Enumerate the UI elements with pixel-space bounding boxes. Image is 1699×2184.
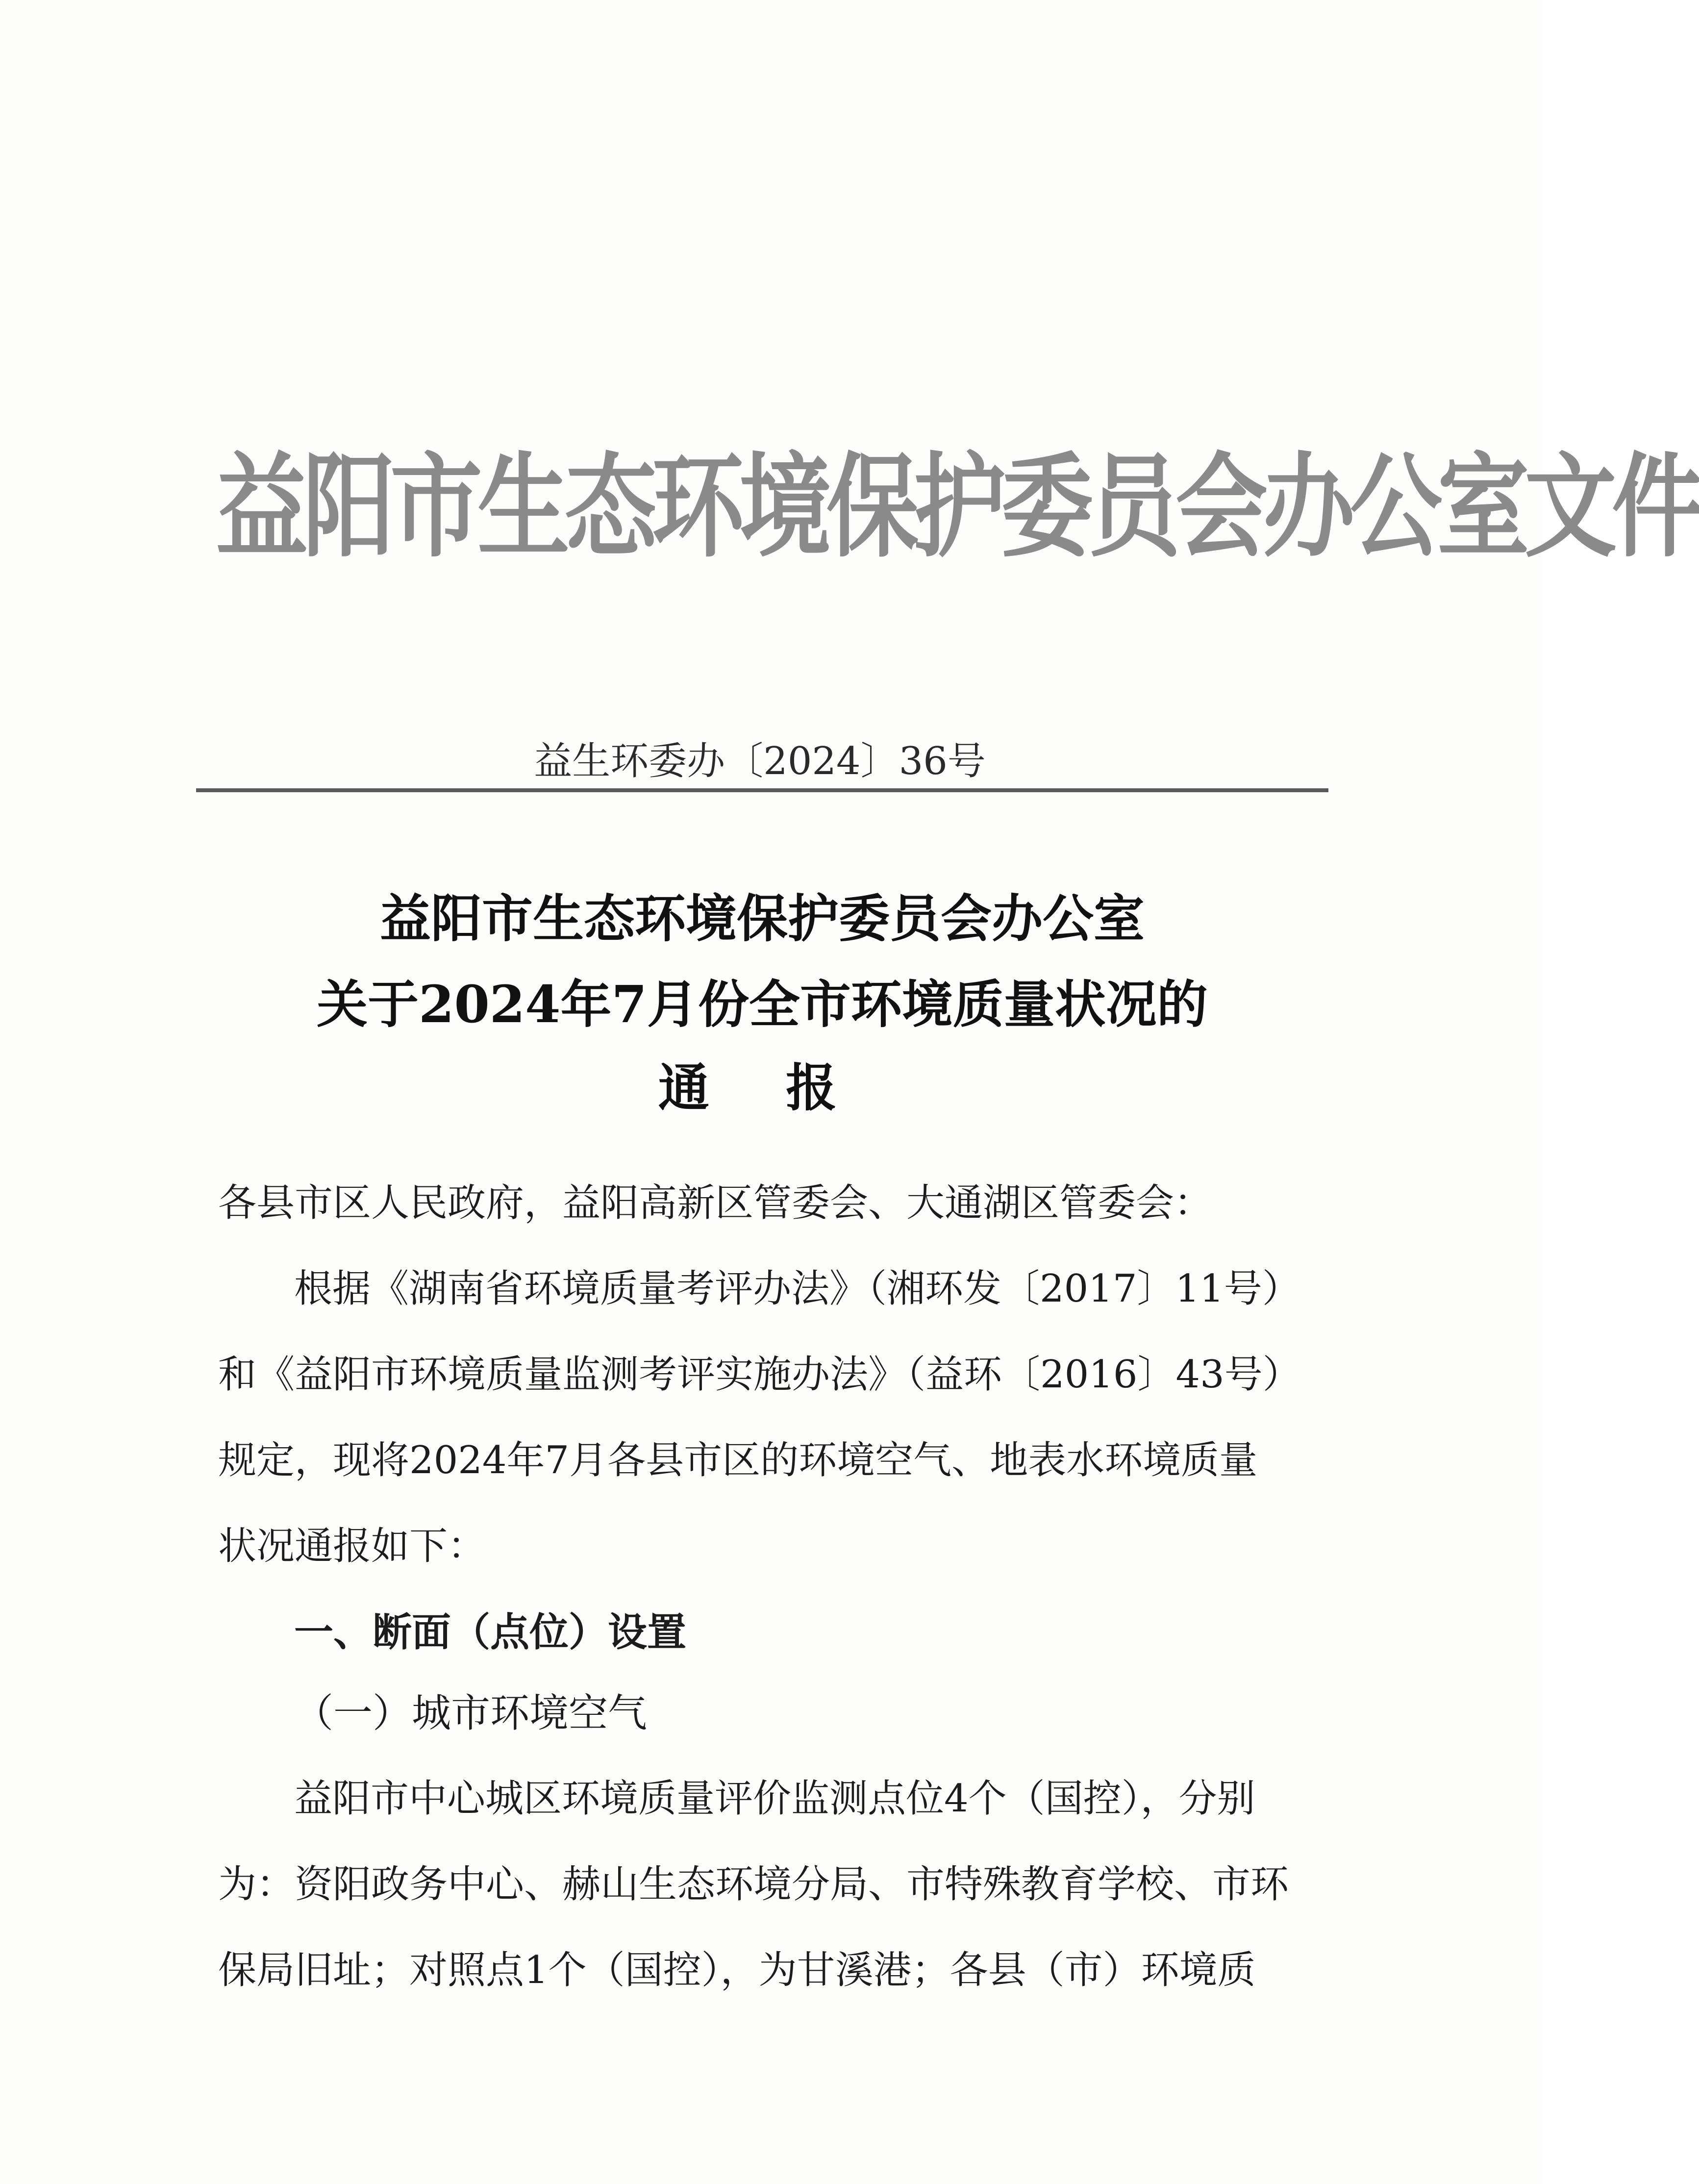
document-number: 益生环委办〔2024〕36号 [534,739,986,783]
notice-title-line-3: 通 报 [658,1057,867,1118]
subsection-paragraph-line-3: 保局旧址；对照点1个（国控），为甘溪港；各县（市）环境质 [218,1948,1256,1992]
subsection-heading-1: （一）城市环境空气 [294,1690,647,1736]
intro-paragraph-line-2: 和《益阳市环境质量监测考评实施办法》（益环〔2016〕43号） [218,1353,1301,1397]
section-heading-1: 一、断面（点位）设置 [294,1609,686,1655]
notice-title-line-2: 关于2024年7月份全市环境质量状况的 [317,974,1208,1034]
subsection-paragraph-line-1: 益阳市中心城区环境质量评价监测点位4个（国控），分别 [294,1777,1255,1821]
recipients-line: 各县市区人民政府，益阳高新区管委会、大通湖区管委会： [218,1181,1213,1225]
subsection-paragraph-line-2: 为：资阳政务中心、赫山生态环境分局、市特殊教育学校、市环 [218,1862,1289,1907]
intro-paragraph-line-4: 状况通报如下： [218,1524,486,1568]
header-divider-line [196,788,1328,792]
intro-paragraph-line-3: 规定，现将2024年7月各县市区的环境空气、地表水环境质量 [218,1438,1258,1482]
notice-title-line-1: 益阳市生态环境保护委员会办公室 [379,888,1145,949]
intro-paragraph-line-1: 根据《湖南省环境质量考评办法》（湘环发〔2017〕11号） [294,1267,1300,1311]
document-header-org-title: 益阳市生态环境保护委员会办公室文件 [216,440,1699,573]
